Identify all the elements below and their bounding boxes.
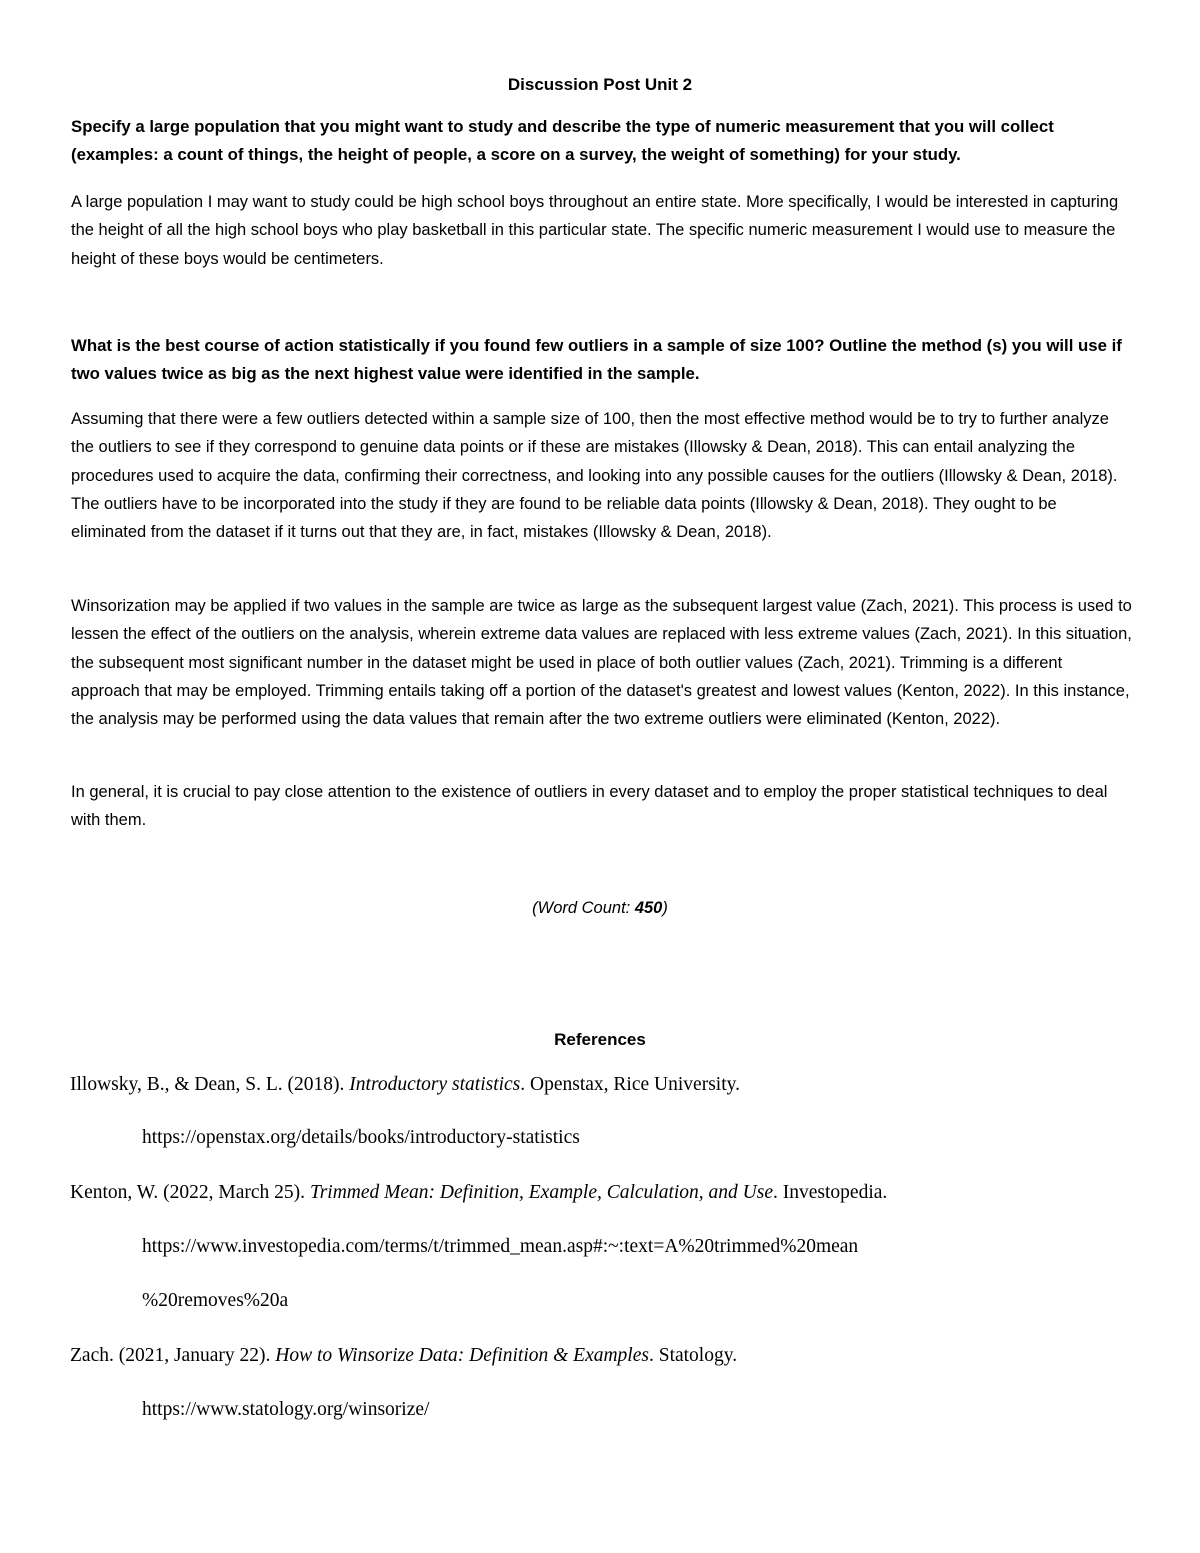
- reference-entry-2: [70, 1179, 1150, 1207]
- reference-entry-3: [70, 1342, 1150, 1370]
- reference-3-author: Zach. (2021, January 22).: [70, 1345, 276, 1366]
- answer-2-paragraph-1: Assuming that there were a few outliers detected within a sample size of 100, then the most effective method would be to try to further analyze the outliers to see if they correspond to genuine data points or if these are mistakes (Illowsky & Dean, 2018). This can entail analyzing the procedures used to acquire the data, confirming their correctness, and looking into any possible causes for the outliers (Illowsky & Dean, 2018). The outliers have to be incorporated into the study if they are found to be reliable data points (Illowsky & Dean, 2018). They ought to be eliminated from the dataset if it turns out that they are, in fact, mistakes (Illowsky & Dean, 2018).: [71, 410, 1118, 542]
- reference-3-publisher: . Statology.: [648, 1345, 738, 1366]
- word-count-value: 450: [634, 899, 663, 917]
- reference-1-publisher: . Openstax, Rice University.: [520, 1074, 740, 1095]
- answer-2-paragraph-3: In general, it is crucial to pay close attention to the existence of outliers in every dataset and to employ the proper statistical techniques to deal with them.: [71, 783, 1108, 830]
- reference-3-work: How to Winsorize Data: Definition & Examples: [275, 1345, 649, 1366]
- word-count-prefix: (Word Count:: [532, 899, 635, 917]
- answer-1: A large population I may want to study could be high school boys throughout an entire state. More specifically, I would be interested in capturing the height of all the high school boys who play basketball in this particular state. The specific numeric measurement I would use to measure the height of these boys would be centimeters.: [71, 193, 1119, 268]
- word-count: [0, 895, 1200, 921]
- page-title: Discussion Post Unit 2: [507, 75, 693, 94]
- reference-1-work: Introductory statistics: [349, 1074, 521, 1095]
- references-title: References: [554, 1030, 646, 1049]
- reference-2-url-line-2: %20removes%20a: [142, 1290, 289, 1311]
- reference-2-url-line-1: https://www.investopedia.com/terms/t/trimmed_mean.asp#:~:text=A%20trimmed%20mean: [142, 1236, 859, 1257]
- reference-2-work: Trimmed Mean: Definition, Example, Calculation, and Use: [309, 1182, 774, 1203]
- reference-entry-1: [70, 1071, 1150, 1099]
- question-1: Specify a large population that you might want to study and describe the type of numeric measurement that you will collect (examples: a count of things, the height of people, a score on a survey, the weight of something) for your study.: [71, 117, 1054, 165]
- reference-2-author: Kenton, W. (2022, March 25).: [70, 1182, 310, 1203]
- question-2: What is the best course of action statistically if you found few outliers in a sample of size 100? Outline the method (s) you will use if two values twice as big as the next highest value were identified in the sample.: [71, 336, 1122, 384]
- word-count-suffix: ): [662, 899, 668, 917]
- answer-2-paragraph-2: Winsorization may be applied if two values in the sample are twice as large as the subsequent largest value (Zach, 2021). This process is used to lessen the effect of the outliers on the analysis, wherein extreme data values are replaced with less extreme values (Zach, 2021). In this situation, the subsequent most significant number in the dataset might be used in place of both outlier values (Zach, 2021). Trimming is a different approach that may be employed. Trimming entails taking off a portion of the dataset's greatest and lowest values (Kenton, 2022). In this instance, the analysis may be performed using the data values that remain after the two extreme outliers were eliminated (Kenton, 2022).: [71, 597, 1132, 729]
- reference-1-author: Illowsky, B., & Dean, S. L. (2018).: [70, 1074, 350, 1095]
- reference-2-publisher: . Investopedia.: [773, 1182, 888, 1203]
- reference-3-url: https://www.statology.org/winsorize/: [142, 1399, 430, 1420]
- reference-1-url: https://openstax.org/details/books/introductory-statistics: [142, 1127, 580, 1148]
